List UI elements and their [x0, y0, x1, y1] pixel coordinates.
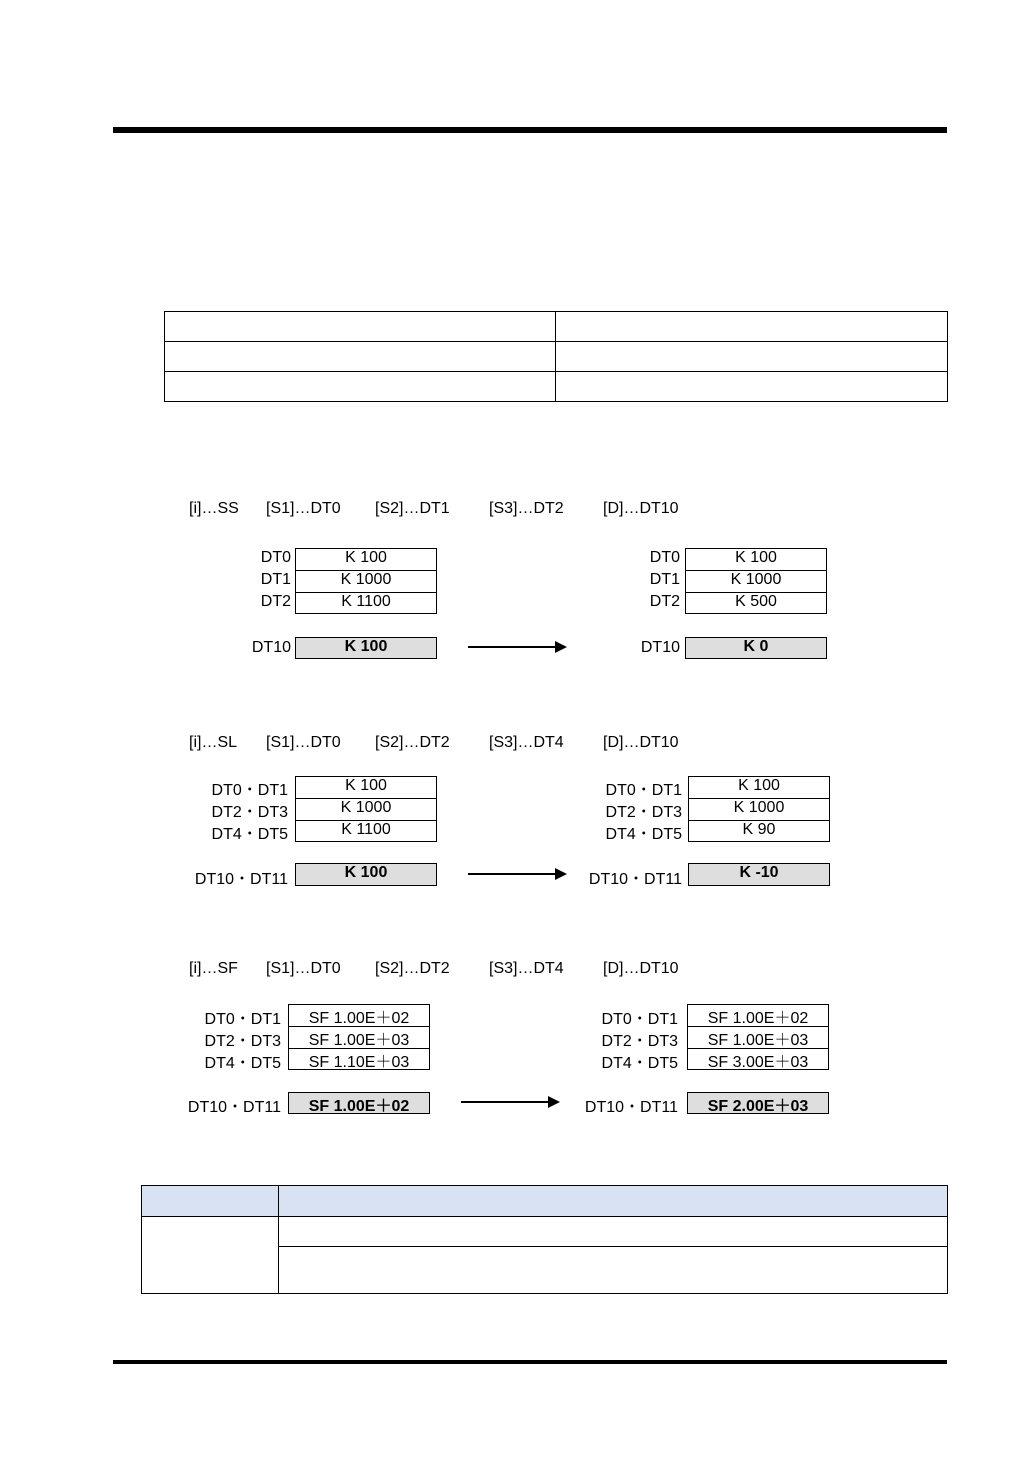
param-s3: [S3]…DT2 [489, 500, 564, 517]
row-label: DT4・DT5 [204, 1055, 281, 1072]
table-cell [279, 1217, 948, 1247]
param-s3: [S3]…DT4 [489, 960, 564, 977]
table-cell [165, 312, 556, 342]
row-label: DT1 [260, 571, 291, 588]
result-cell: SF 2.00E＋03 [687, 1092, 829, 1114]
param-s3: [S3]…DT4 [489, 734, 564, 751]
value-cell: K 1100 [295, 592, 437, 614]
param-d: [D]…DT10 [603, 960, 679, 977]
bottom-rule [113, 1360, 947, 1364]
param-i: [i]…SF [189, 960, 238, 977]
param-s1: [S1]…DT0 [266, 960, 341, 977]
result-label: DT10 [640, 639, 680, 656]
table-cell [556, 312, 948, 342]
row-label: DT0 [649, 549, 680, 566]
param-d: [D]…DT10 [603, 500, 679, 517]
param-s2: [S2]…DT2 [375, 960, 450, 977]
result-cell: K 0 [685, 637, 827, 659]
param-s1: [S1]…DT0 [266, 734, 341, 751]
row-label: DT0 [260, 549, 291, 566]
value-cell: K 1000 [685, 570, 827, 593]
upper-table [164, 311, 948, 402]
value-cell: SF 1.00E＋03 [687, 1026, 829, 1049]
result-label: DT10・DT11 [588, 871, 682, 888]
result-cell: K 100 [295, 637, 437, 659]
result-label: DT10・DT11 [187, 1099, 281, 1116]
value-cell: SF 1.00E＋03 [288, 1026, 430, 1049]
row-label: DT0・DT1 [605, 782, 682, 799]
arrow-icon [461, 1101, 558, 1103]
table-cell [556, 342, 948, 372]
table-cell [279, 1247, 948, 1294]
lower-table [141, 1185, 948, 1294]
param-s1: [S1]…DT0 [266, 500, 341, 517]
param-i: [i]…SS [189, 500, 239, 517]
param-d: [D]…DT10 [603, 734, 679, 751]
row-label: DT0・DT1 [601, 1011, 678, 1028]
param-s2: [S2]…DT2 [375, 734, 450, 751]
row-label: DT2・DT3 [601, 1033, 678, 1050]
row-label: DT2 [260, 593, 291, 610]
value-cell: K 500 [685, 592, 827, 614]
value-cell: K 100 [688, 776, 830, 799]
result-cell: K -10 [688, 863, 830, 886]
row-label: DT0・DT1 [204, 1011, 281, 1028]
row-label: DT4・DT5 [601, 1055, 678, 1072]
value-cell: K 1000 [295, 798, 437, 821]
value-cell: K 90 [688, 820, 830, 842]
value-cell: K 100 [295, 776, 437, 799]
row-label: DT4・DT5 [605, 826, 682, 843]
value-cell: SF 1.10E＋03 [288, 1048, 430, 1070]
row-label: DT2・DT3 [204, 1033, 281, 1050]
table-cell [142, 1217, 279, 1294]
result-label: DT10・DT11 [194, 871, 288, 888]
top-rule [113, 127, 947, 133]
arrow-icon [468, 646, 565, 648]
table-header-cell [279, 1186, 948, 1217]
row-label: DT2 [649, 593, 680, 610]
param-i: [i]…SL [189, 734, 238, 751]
arrow-icon [468, 873, 565, 875]
value-cell: SF 1.00E＋02 [687, 1004, 829, 1027]
value-cell: K 1000 [688, 798, 830, 821]
value-cell: SF 3.00E＋03 [687, 1048, 829, 1070]
row-label: DT2・DT3 [605, 804, 682, 821]
param-s2: [S2]…DT1 [375, 500, 450, 517]
row-label: DT1 [649, 571, 680, 588]
result-label: DT10・DT11 [584, 1099, 678, 1116]
table-header-cell [142, 1186, 279, 1217]
result-cell: SF 1.00E＋02 [288, 1092, 430, 1114]
result-cell: K 100 [295, 863, 437, 886]
row-label: DT4・DT5 [211, 826, 288, 843]
table-cell [165, 342, 556, 372]
value-cell: SF 1.00E＋02 [288, 1004, 430, 1027]
result-label: DT10 [251, 639, 291, 656]
value-cell: K 1100 [295, 820, 437, 842]
row-label: DT0・DT1 [211, 782, 288, 799]
value-cell: K 1000 [295, 570, 437, 593]
table-cell [556, 372, 948, 402]
table-cell [165, 372, 556, 402]
value-cell: K 100 [685, 548, 827, 571]
value-cell: K 100 [295, 548, 437, 571]
row-label: DT2・DT3 [211, 804, 288, 821]
